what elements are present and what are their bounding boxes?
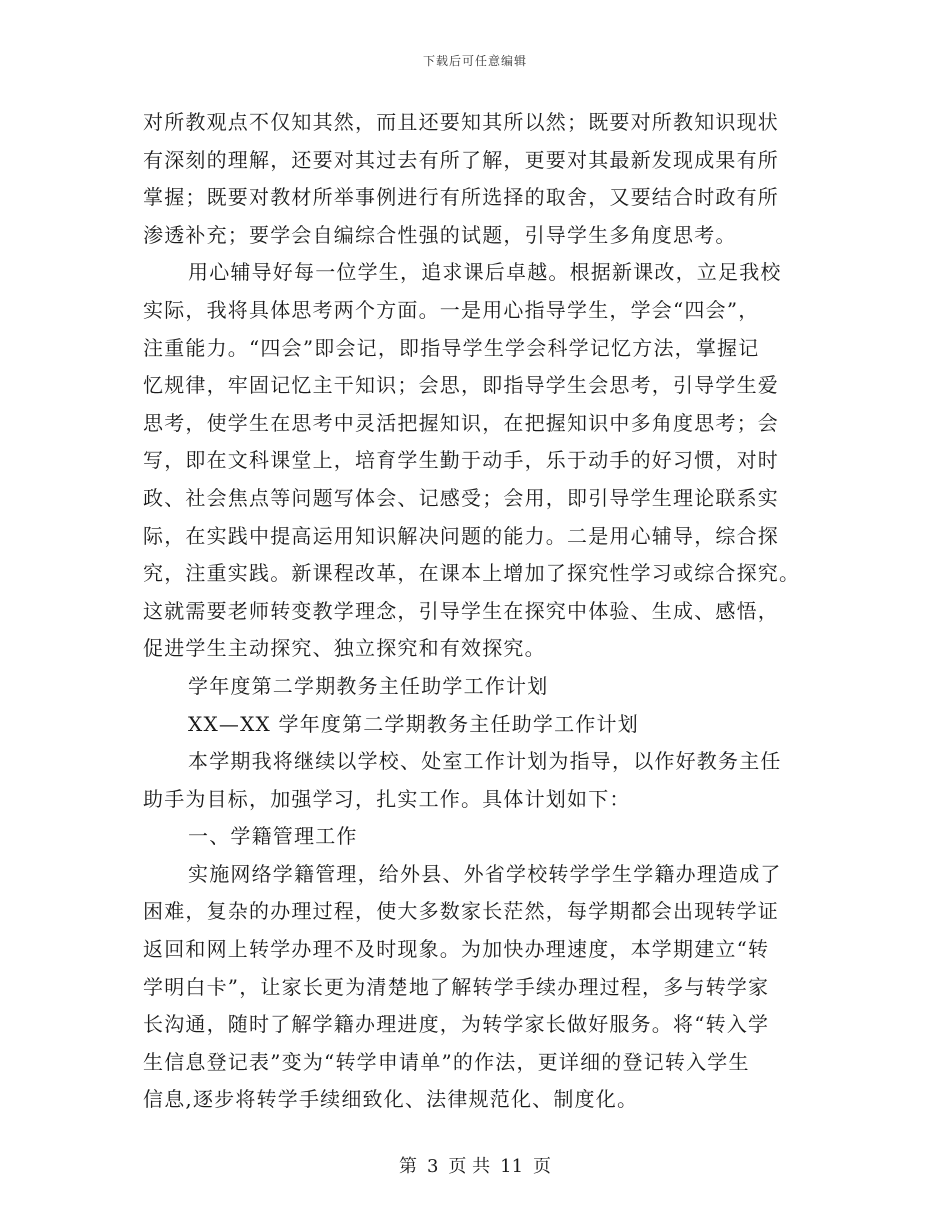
footer-current-page: 3 [426,1156,439,1177]
body-line: 渗透补充；要学会自编综合性强的试题，引导学生多角度思考。 [143,222,737,247]
body-line: 掌握；既要对教材所举事例进行有所选择的取舍，又要结合时政有所 [143,185,779,210]
body-line: XX—XX 学年度第二学期教务主任助学工作计划 [188,711,639,736]
body-line: 信息,逐步将转学手续细致化、法律规范化、制度化。 [143,1087,639,1112]
footer-total-pages: 11 [500,1156,524,1177]
body-line: 助手为目标，加强学习，扎实工作。具体计划如下： [143,786,631,811]
body-line: 生信息登记表”变为“转学申请单”的作法，更详细的登记转入学生 [143,1049,750,1074]
document-body [143,104,799,1119]
body-line: 际，在实践中提高运用知识解决问题的能力。二是用心辅导，综合探 [143,523,779,548]
page-footer [0,1152,950,1178]
body-line: 对所教观点不仅知其然，而且还要知其所以然；既要对所教知识现状 [143,110,779,134]
body-line: 忆规律，牢固记忆主干知识；会思，即指导学生会思考，引导学生爱 [143,373,779,398]
footer-suffix: 页 [533,1156,552,1177]
body-line: 本学期我将继续以学校、处室工作计划为指导，以作好教务主任 [188,749,782,774]
body-line: 返回和网上转学办理不及时现象。为加快办理速度，本学期建立“转 [143,937,770,962]
body-line: 用心辅导好每一位学生，追求课后卓越。根据新课改，立足我校 [188,260,782,285]
body-line: 学年度第二学期教务主任助学工作计划 [188,673,549,698]
body-line: 长沟通，随时了解学籍办理进度，为转学家长做好服务。将“转入学 [143,1012,770,1037]
body-line: 促进学生主动探究、独立探究和有效探究。 [143,636,546,661]
body-line: 注重能力。“四会”即会记，即指导学生学会科学记忆方法，掌握记 [143,335,760,360]
body-line: 思考，使学生在思考中灵活把握知识，在把握知识中多角度思考；会 [143,410,779,435]
body-line: 这就需要老师转变教学理念，引导学生在探究中体验、生成、感悟， [143,598,779,623]
footer-prefix: 第 [398,1156,417,1177]
body-line: 一、学籍管理工作 [188,824,358,849]
page-header: 下载后可任意编辑 [422,54,527,68]
body-line: 实施网络学籍管理，给外县、外省学校转学学生学籍办理造成了 [188,861,782,886]
body-line: 有深刻的理解，还要对其过去有所了解，更要对其最新发现成果有所 [143,147,779,172]
body-line: 政、社会焦点等问题写体会、记感受；会用，即引导学生理论联系实 [143,485,779,510]
body-line: 写，即在文科课堂上，培育学生勤于动手，乐于动手的好习惯，对时 [143,448,779,473]
body-line: 困难，复杂的办理过程，使大多数家长茫然，每学期都会出现转学证 [143,899,779,924]
body-line: 究，注重实践。新课程改革，在课本上增加了探究性学习或综合探究。 [143,561,801,586]
body-line: 实际，我将具体思考两个方面。一是用心指导学生，学会“四会”， [143,297,760,322]
footer-middle: 页 共 [448,1156,491,1177]
body-line: 学明白卡”，让家长更为清楚地了解转学手续办理过程，多与转学家 [143,974,770,999]
